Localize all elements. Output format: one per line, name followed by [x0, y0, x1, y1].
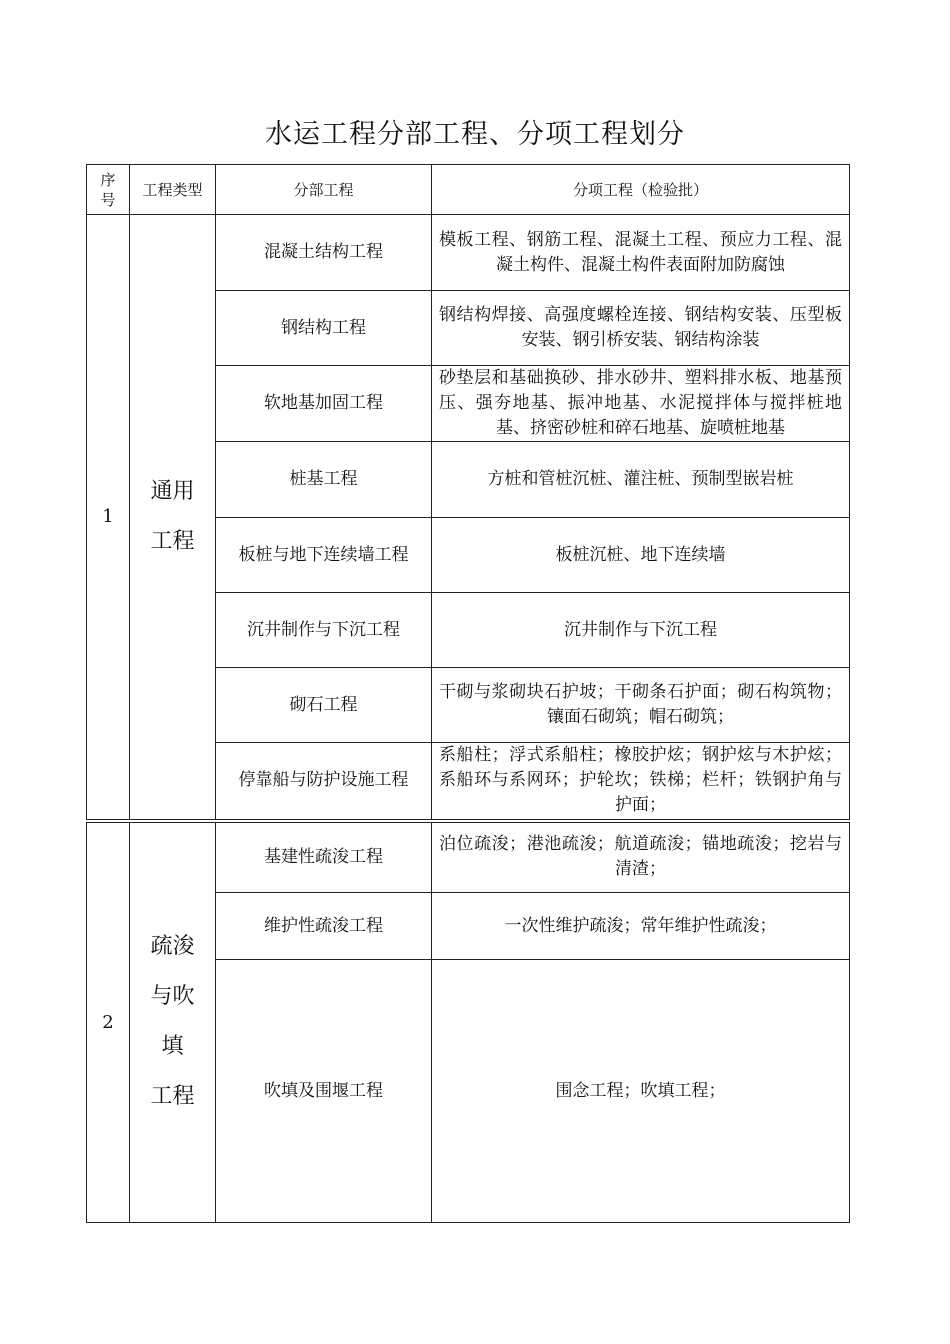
- table-bottom-rule: [86, 1222, 849, 1223]
- subitem-cell: 方桩和管桩沉桩、灌注桩、预制型嵌岩桩: [432, 442, 850, 518]
- header-seq: 序号: [87, 165, 130, 215]
- type-cell-1: [130, 215, 216, 821]
- table-row: [87, 215, 850, 291]
- division-cell: 混凝土结构工程: [216, 215, 432, 291]
- type-line: 工程: [150, 1084, 195, 1110]
- type-line: 工程: [150, 528, 195, 554]
- type-line: 通用: [150, 478, 195, 504]
- subitem-cell: 系船柱；浮式系船柱；橡胶护炫；钢护炫与木护炫；系船环与系网环；护轮坎；铁梯；栏杆；铁钢护角与护面；: [432, 743, 850, 821]
- division-cell: 吹填及围堰工程: [216, 960, 432, 1223]
- subitem-cell: 板桩沉桩、地下连续墙: [432, 518, 850, 593]
- subitem-cell: 泊位疏浚；港池疏浚；航道疏浚；锚地疏浚；挖岩与清渣；: [432, 821, 850, 893]
- type-line: 疏浚: [150, 934, 195, 960]
- division-cell: 基建性疏浚工程: [216, 821, 432, 893]
- subitem-cell: 砂垫层和基础换砂、排水砂井、塑料排水板、地基预压、强夯地基、振冲地基、水泥搅拌体与搅拌桩地基、挤密砂桩和碎石地基、旋喷桩地基: [432, 366, 850, 442]
- division-cell: 维护性疏浚工程: [216, 893, 432, 960]
- division-cell: 停靠船与防护设施工程: [216, 743, 432, 821]
- division-cell: 沉井制作与下沉工程: [216, 593, 432, 668]
- division-cell: 板桩与地下连续墙工程: [216, 518, 432, 593]
- header-type: 工程类型: [130, 165, 216, 215]
- header-row: [87, 165, 850, 215]
- type-cell-2: [130, 821, 216, 1223]
- subitem-cell: 沉井制作与下沉工程: [432, 593, 850, 668]
- subitem-cell: 钢结构焊接、高强度螺栓连接、钢结构安装、压型板安装、钢引桥安装、钢结构涂装: [432, 291, 850, 366]
- subitem-cell: 模板工程、钢筋工程、混凝土工程、预应力工程、混凝土构件、混凝土构件表面附加防腐蚀: [432, 215, 850, 291]
- page-title: 水运工程分部工程、分项工程划分: [265, 119, 685, 150]
- subitem-cell: 干砌与浆砌块石护坡；干砌条石护面；砌石构筑物；镶面石砌筑；帽石砌筑；: [432, 668, 850, 743]
- seq-cell-2: 2: [87, 821, 130, 1223]
- division-cell: 砌石工程: [216, 668, 432, 743]
- seq-cell-1: 1: [87, 215, 130, 821]
- division-table: [86, 164, 850, 1223]
- header-division: 分部工程: [216, 165, 432, 215]
- header-subitem: 分项工程（检验批）: [432, 165, 850, 215]
- division-cell: 软地基加固工程: [216, 366, 432, 442]
- type-line: 与吹: [150, 984, 195, 1010]
- division-cell: 桩基工程: [216, 442, 432, 518]
- subitem-cell: 围念工程；吹填工程；: [432, 960, 850, 1223]
- subitem-cell: 一次性维护疏浚；常年维护性疏浚；: [432, 893, 850, 960]
- table-row: [87, 821, 850, 893]
- division-cell: 钢结构工程: [216, 291, 432, 366]
- type-line: 填: [161, 1034, 184, 1060]
